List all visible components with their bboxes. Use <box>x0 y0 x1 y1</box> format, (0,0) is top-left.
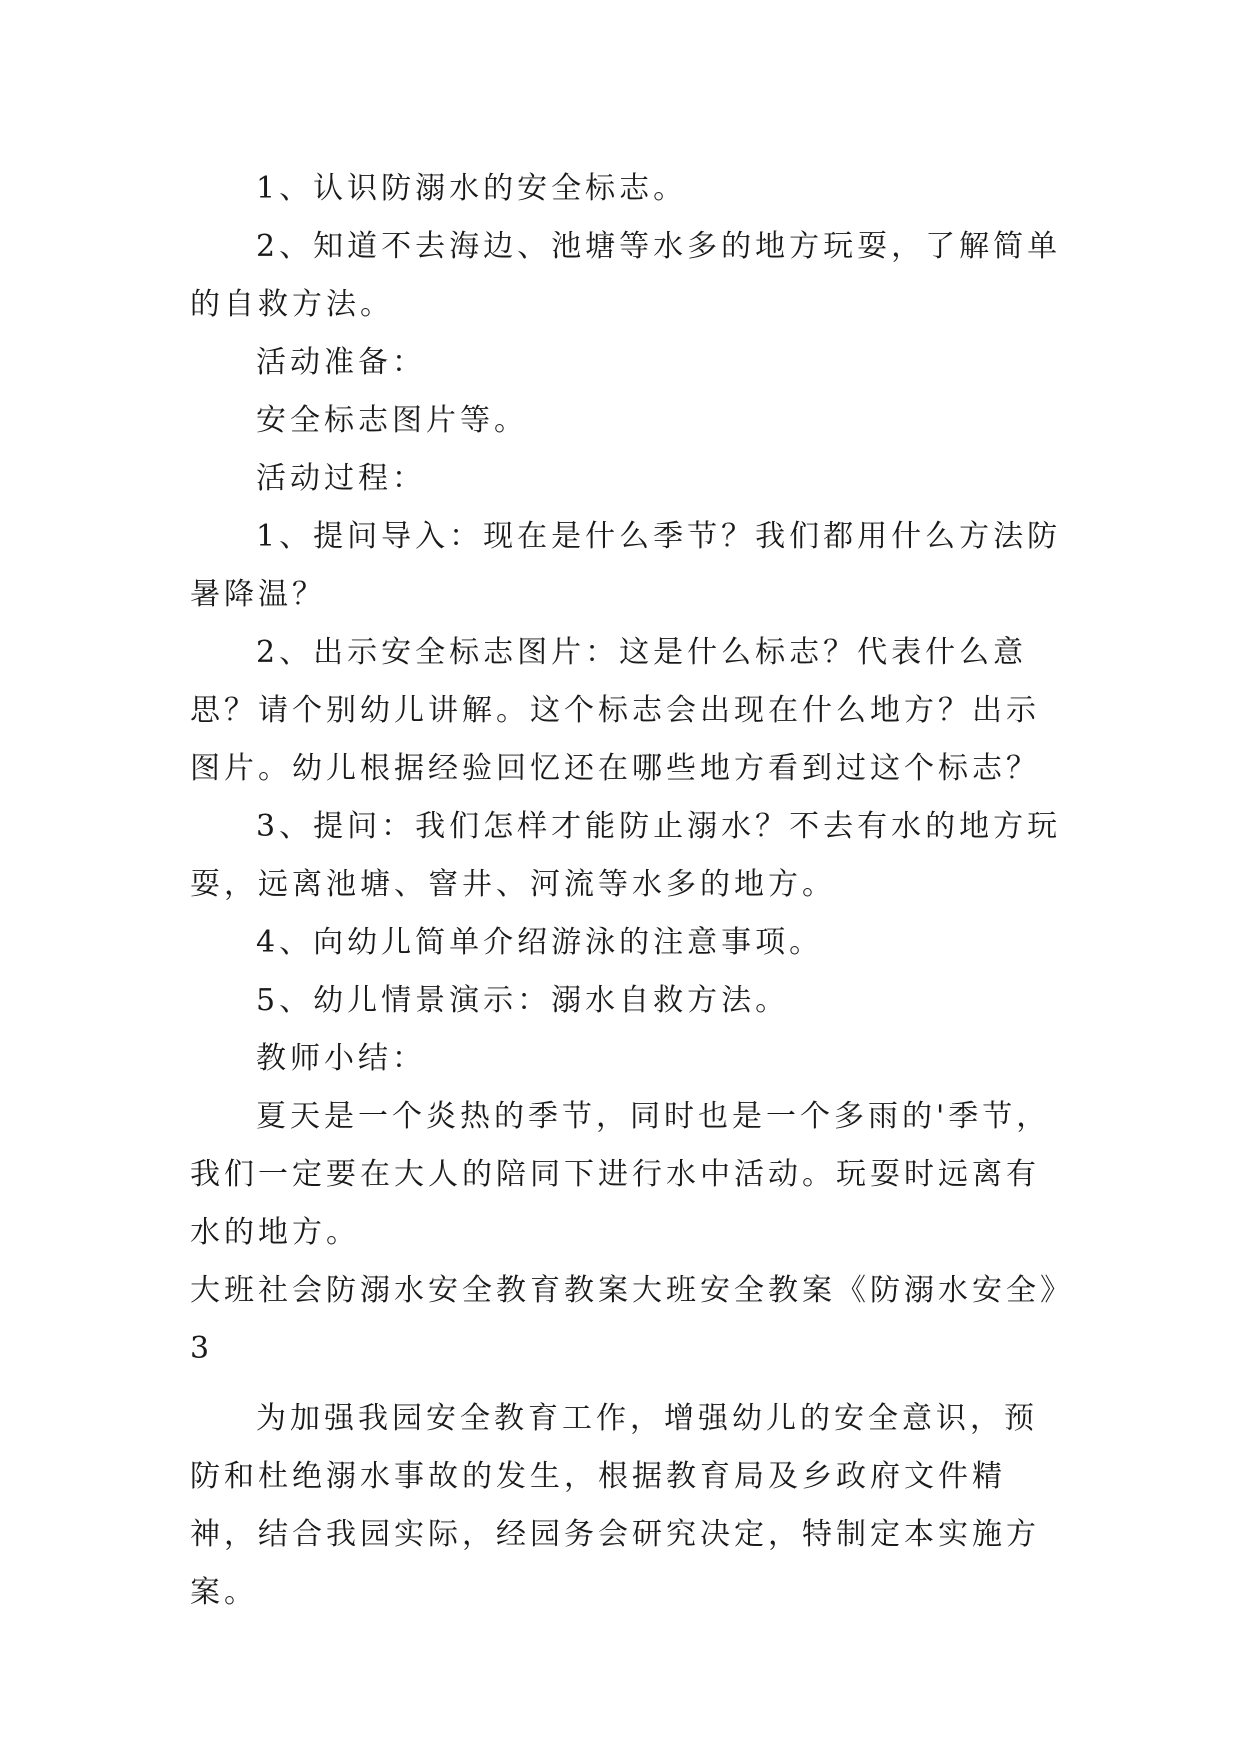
paragraph-preparation-label: 活动准备： <box>256 345 426 380</box>
paragraph-preparation-items: 安全标志图片等。 <box>256 403 528 438</box>
section-heading: 大班社会防溺水安全教育教案大班安全教案《防溺水安全》3 <box>190 1273 1059 1366</box>
paragraph-step-5: 5、幼儿情景演示：溺水自救方法。 <box>256 983 790 1018</box>
paragraph-implementation-intro: 为加强我园安全教育工作，增强幼儿的安全意识，预防和杜绝溺水事故的发生，根据教育局及乡政府文件精神，结合我园实际，经园务会研究决定，特制定本实施方案。 <box>190 1401 1040 1610</box>
paragraph-step-3: 3、提问：我们怎样才能防止溺水？不去有水的地方玩耍，远离池塘、窨井、河流等水多的地方。 <box>190 809 1062 902</box>
spacer <box>190 1378 1070 1390</box>
paragraph-summary-label: 教师小结： <box>256 1041 426 1076</box>
document-body <box>190 160 1070 1622</box>
paragraph-summary-text: 夏天是一个炎热的季节，同时也是一个多雨的'季节，我们一定要在大人的陪同下进行水中活动。玩耍时远离有水的地方。 <box>190 1099 1051 1250</box>
paragraph-goal-1: 1、认识防溺水的安全标志。 <box>256 171 688 206</box>
paragraph-step-1: 1、提问导入：现在是什么季节？我们都用什么方法防暑降温？ <box>190 519 1062 612</box>
paragraph-goal-2: 2、知道不去海边、池塘等水多的地方玩耍，了解简单的自救方法。 <box>190 229 1062 322</box>
paragraph-step-4: 4、向幼儿简单介绍游泳的注意事项。 <box>256 925 824 960</box>
paragraph-process-label: 活动过程： <box>256 461 426 496</box>
paragraph-step-2: 2、出示安全标志图片：这是什么标志？代表什么意思？请个别幼儿讲解。这个标志会出现在什么地方？出示图片。幼儿根据经验回忆还在哪些地方看到过这个标志？ <box>190 635 1040 786</box>
